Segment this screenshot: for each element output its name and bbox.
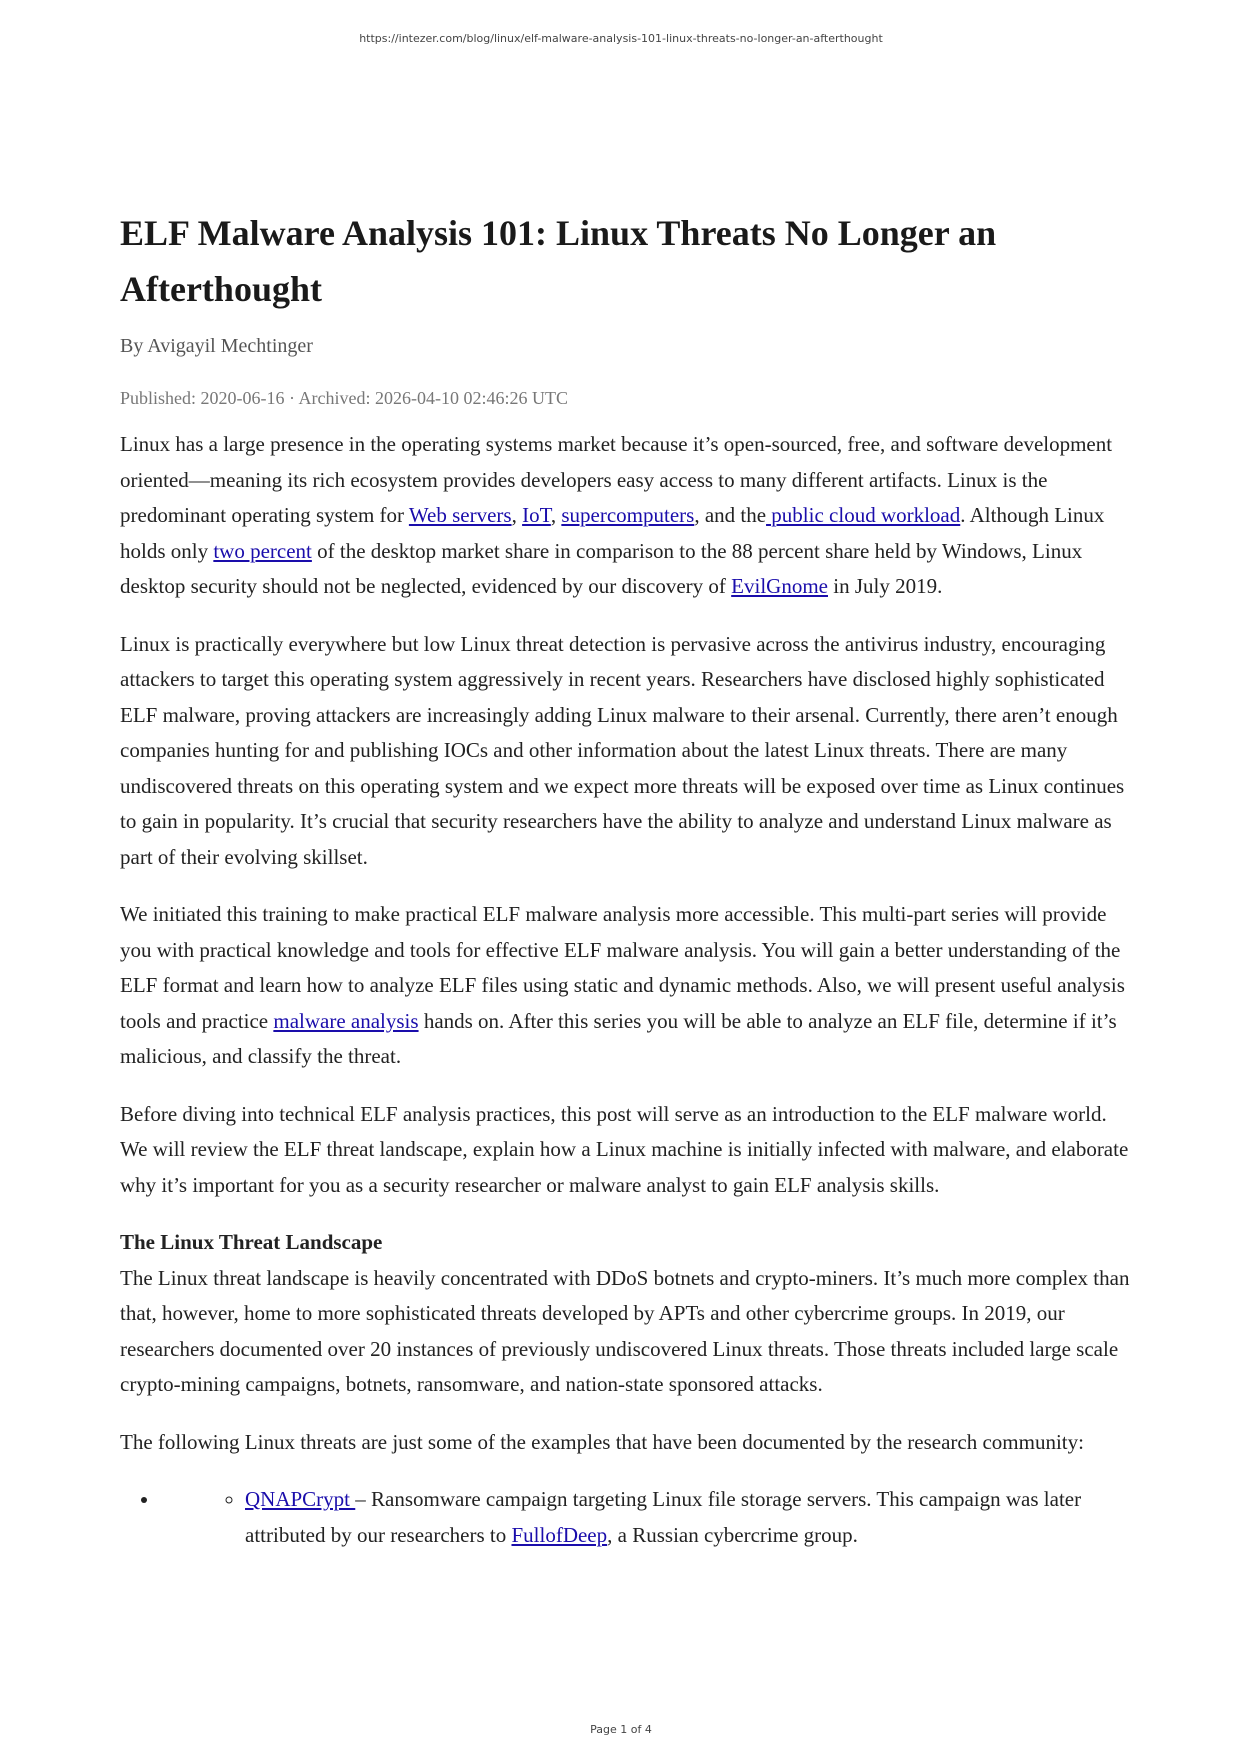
list-item (160, 1482, 1135, 1553)
text: We initiated this training to make practical ELF malware analysis more accessible. This multi-part series will provide you with practical knowledge and tools for effective ELF malware analysis. You will gain a better understanding of the ELF format and learn how to analyze ELF files using static and dynamic methods. Also, we will present useful analysis tools and practice (120, 902, 1125, 1033)
link-qnapcrypt[interactable]: QNAPCrypt (245, 1487, 356, 1511)
text: . Although Linux holds only (120, 503, 1105, 563)
text: of the desktop market share in comparison to the 88 percent share held by Windows, Linux desktop security should not be neglected, evidenced by our discovery of (120, 538, 1083, 598)
page-url: https://intezer.com/blog/linux/elf-malware-analysis-101-linux-threats-no-longer-an-afterthought (359, 32, 883, 45)
text: – Ransomware campaign targeting Linux file storage servers. This campaign was later attributed by our researchers to (245, 1487, 1082, 1547)
text: hands on. After this series you will be able to analyze an ELF file, determine if it’s malicious, and classify the threat. (120, 1008, 1117, 1068)
link-fullofdeep[interactable]: FullofDeep (511, 1522, 608, 1547)
link-two-percent[interactable]: two percent (213, 538, 312, 563)
link-iot[interactable]: IoT (522, 503, 551, 527)
text: , (511, 503, 523, 527)
paragraph-2: Linux is practically everywhere but low Linux threat detection is pervasive across the antivirus industry, encouraging attackers to target this operating system aggressively in recent years. Researchers have disclosed highly sophisticated ELF malware, proving attackers are increasingly adding Linux malware to their arsenal. Currently, there aren’t enough companies hunting for and publishing IOCs and other information about the latest Linux threats. There are many undiscovered threats on this operating system and we expect more threats will be exposed over time as Linux continues to gain in popularity. It’s crucial that security researchers have the ability to analyze and understand Linux malware as part of their evolving skillset. (120, 631, 1125, 869)
text: Linux has a large presence in the operating systems market because it’s open-sourced, free, and software development oriented—meaning its rich ecosystem provides developers easy access to many different artifacts. Linux is the predominant operating system for (120, 432, 1113, 527)
link-public-cloud-workload[interactable]: public cloud workload (766, 503, 961, 527)
paragraph-6: The following Linux threats are just some of the examples that have been documented by the research community: (120, 1429, 1084, 1454)
paragraph-intro (120, 427, 1135, 605)
article (120, 205, 1135, 1553)
link-evilgnome[interactable]: EvilGnome (731, 574, 828, 598)
list-item-qnapcrypt (245, 1482, 1135, 1553)
text: , and the (694, 503, 767, 527)
section-heading: The Linux Threat Landscape (120, 1230, 383, 1254)
article-title: ELF Malware Analysis 101: Linux Threats No Longer an Afterthought (120, 213, 997, 309)
text: , a Russian cybercrime group. (607, 1522, 858, 1547)
page-number: Page 1 of 4 (590, 1723, 652, 1736)
text: in July 2019. (828, 574, 943, 598)
link-malware-analysis[interactable]: malware analysis (273, 1008, 419, 1033)
text: , (550, 503, 562, 527)
threat-list (120, 1482, 1135, 1553)
link-web-servers[interactable]: Web servers (408, 503, 512, 527)
nested-list (160, 1482, 1135, 1553)
paragraph-4: Before diving into technical ELF analysis practices, this post will serve as an introduction to the ELF malware world. We will review the ELF threat landscape, explain how a Linux machine is initially infected with malware, and elaborate why it’s important for you as a security researcher or malware analyst to gain ELF analysis skills. (120, 1101, 1129, 1197)
publish-date: Published: 2020-06-16 · Archived: 2026-04-10 02:46:26 UTC (120, 388, 568, 408)
paragraph-3 (120, 897, 1135, 1075)
paragraph-5: The Linux threat landscape is heavily concentrated with DDoS botnets and crypto-miners. It’s much more complex than that, however, home to more sophisticated threats developed by APTs and other cybercrime groups. In 2019, our researchers documented over 20 instances of previously undiscovered Linux threats. Those threats included large scale crypto-mining campaigns, botnets, ransomware, and nation-state sponsored attacks. (120, 1265, 1130, 1396)
author-byline: By Avigayil Mechtinger (120, 335, 313, 357)
link-supercomputers[interactable]: supercomputers (561, 503, 695, 527)
